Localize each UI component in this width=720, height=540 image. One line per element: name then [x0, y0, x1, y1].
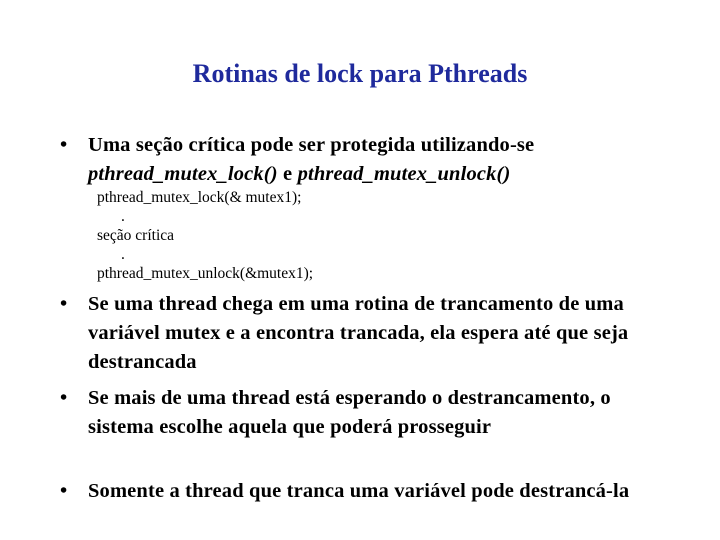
bullet-text: Se uma thread chega em uma rotina de trancamento de uma variável mutex e a encontra trancada, ela espera até que seja destrancada [88, 293, 629, 373]
code-line-critical-section: seção crítica [97, 227, 175, 244]
code-ellipsis-dot: . [121, 246, 125, 263]
slide-title: Rotinas de lock para Pthreads [192, 59, 528, 88]
bullet-text: Se mais de uma thread está esperando o destrancamento, o sistema escolhe aquela que poderá prosseguir [88, 387, 611, 438]
bullet-text [88, 131, 675, 189]
bullet-marker: • [60, 480, 68, 502]
bullet-item-4 [60, 477, 675, 506]
bullet-marker: • [60, 293, 68, 315]
bullet-marker: • [60, 387, 68, 409]
bullet-item-1 [60, 131, 675, 189]
conjunction-text: e [277, 163, 298, 185]
code-example [97, 188, 313, 283]
bullet-item-3 [60, 384, 675, 442]
bullet-lead-text: Uma seção crítica pode ser protegida utilizando-se [88, 134, 535, 156]
bullet-item-2 [60, 290, 675, 377]
function-name-unlock: pthread_mutex_unlock() [297, 163, 511, 185]
function-name-lock: pthread_mutex_lock() [88, 163, 278, 185]
code-line-lock: pthread_mutex_lock(& mutex1); [97, 189, 302, 206]
code-line-unlock: pthread_mutex_unlock(&mutex1); [97, 265, 314, 282]
code-ellipsis-dot: . [121, 208, 125, 225]
bullet-marker: • [60, 134, 68, 156]
bullet-text: Somente a thread que tranca uma variável pode destrancá-la [88, 480, 630, 502]
